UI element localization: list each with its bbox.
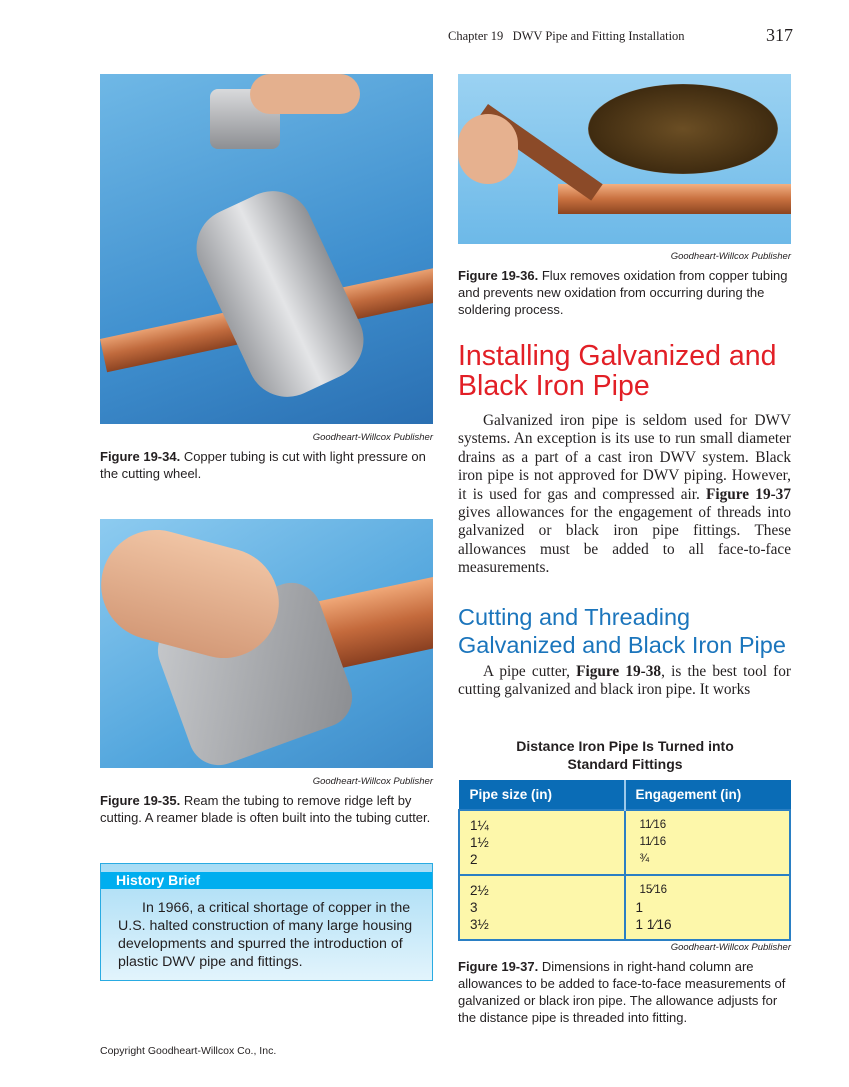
history-brief-text: In 1966, a critical shortage of copper in the U.S. halted construction of many large housing developments and spurred the introduction of plastic DWV pipe and fittings. — [118, 900, 413, 970]
engagement-cell — [625, 810, 791, 875]
cell-value: 15⁄16 — [639, 883, 668, 896]
running-header — [448, 29, 685, 44]
cell-value: 11⁄16 — [639, 818, 667, 831]
cell-value: 3½ — [470, 916, 489, 932]
engagement-table — [458, 780, 791, 941]
figure-19-36-photo — [458, 74, 791, 244]
pipe-size-cell — [459, 810, 625, 875]
figure-reference: Figure 19-38 — [576, 663, 662, 680]
cell-value: ¾ — [639, 852, 650, 865]
column-header: Pipe size (in) — [459, 781, 625, 810]
figure-19-37-caption — [458, 958, 792, 1026]
figure-credit: Goodheart-Willcox Publisher — [312, 776, 433, 787]
figure-reference: Figure 19-37 — [706, 485, 791, 503]
figure-label: Figure 19-36. — [458, 268, 539, 283]
history-brief-box — [100, 863, 433, 981]
paragraph-text: , is the best tool for cutting galvanized and black iron pipe. It works — [458, 663, 791, 699]
cell-value: 11⁄16 — [639, 835, 667, 848]
figure-label: Figure 19-37. — [458, 959, 539, 974]
figure-credit: Goodheart-Willcox Publisher — [312, 432, 433, 443]
cell-value: 2½ — [470, 882, 489, 898]
column-header: Engagement (in) — [625, 781, 791, 810]
engagement-cell — [625, 875, 791, 940]
table-row — [459, 810, 790, 875]
subsection-heading: Cutting and Threading Galvanized and Black Iron Pipe — [458, 604, 786, 658]
table-title: Distance Iron Pipe Is Turned into Standard Fittings — [516, 738, 734, 772]
figure-19-34-caption — [100, 448, 433, 482]
copyright-footer: Copyright Goodheart-Willcox Co., Inc. — [100, 1045, 277, 1057]
section-heading: Installing Galvanized and Black Iron Pipe — [458, 340, 777, 402]
paragraph-text: A pipe cutter, — [483, 663, 577, 680]
cell-value: 1 1⁄16 — [635, 916, 672, 932]
chapter-title: DWV Pipe and Fitting Installation — [512, 29, 685, 43]
figure-label: Figure 19-34. — [100, 449, 181, 464]
pipe-size-cell — [459, 875, 625, 940]
figure-19-35-caption — [100, 792, 437, 826]
paragraph-text: Galvanized iron pipe is seldom used for DWV systems. An exception is its use to run small diameter drains as a part of a cast iron DWV system. Black iron pipe is not approved for DWV piping. However, it is used for gas and compressed air. — [458, 412, 791, 503]
figure-credit: Goodheart-Willcox Publisher — [670, 942, 791, 953]
body-paragraph — [458, 663, 791, 700]
cell-value: 2 — [470, 851, 478, 867]
table-row — [459, 875, 790, 940]
cell-value: 1 — [635, 899, 644, 915]
figure-19-34-photo — [100, 74, 433, 424]
chapter-label: Chapter 19 — [448, 29, 504, 43]
caption-text: Ream the tubing to remove ridge left by cutting. A reamer blade is often built into the tubing cutter. — [100, 793, 431, 825]
caption-text: Copper tubing is cut with light pressure on the cutting wheel. — [100, 449, 426, 481]
history-brief-title: History Brief — [101, 872, 432, 889]
caption-text: Dimensions in right-hand column are allowances to be added to face-to-face measurements of galvanized or black iron pipe. The allowance adjusts for the distance pipe is threaded into fitting. — [458, 959, 786, 1025]
figure-19-36-caption — [458, 267, 792, 318]
cell-value: 1¼ — [470, 817, 489, 833]
table-header-row — [459, 781, 790, 810]
paragraph-text: gives allowances for the engagement of threads into galvanized or black iron pipe fittings. These allowances must be added to all face-to-face measurements. — [458, 504, 791, 577]
page-number: 317 — [766, 25, 793, 45]
caption-text: Flux removes oxidation from copper tubing and prevents new oxidation from occurring during the soldering process. — [458, 268, 788, 317]
body-paragraph — [458, 412, 791, 578]
cell-value: 1½ — [470, 834, 489, 850]
figure-19-35-photo — [100, 519, 433, 768]
cell-value: 3 — [470, 899, 478, 915]
figure-label: Figure 19-35. — [100, 793, 181, 808]
figure-credit: Goodheart-Willcox Publisher — [670, 251, 791, 262]
